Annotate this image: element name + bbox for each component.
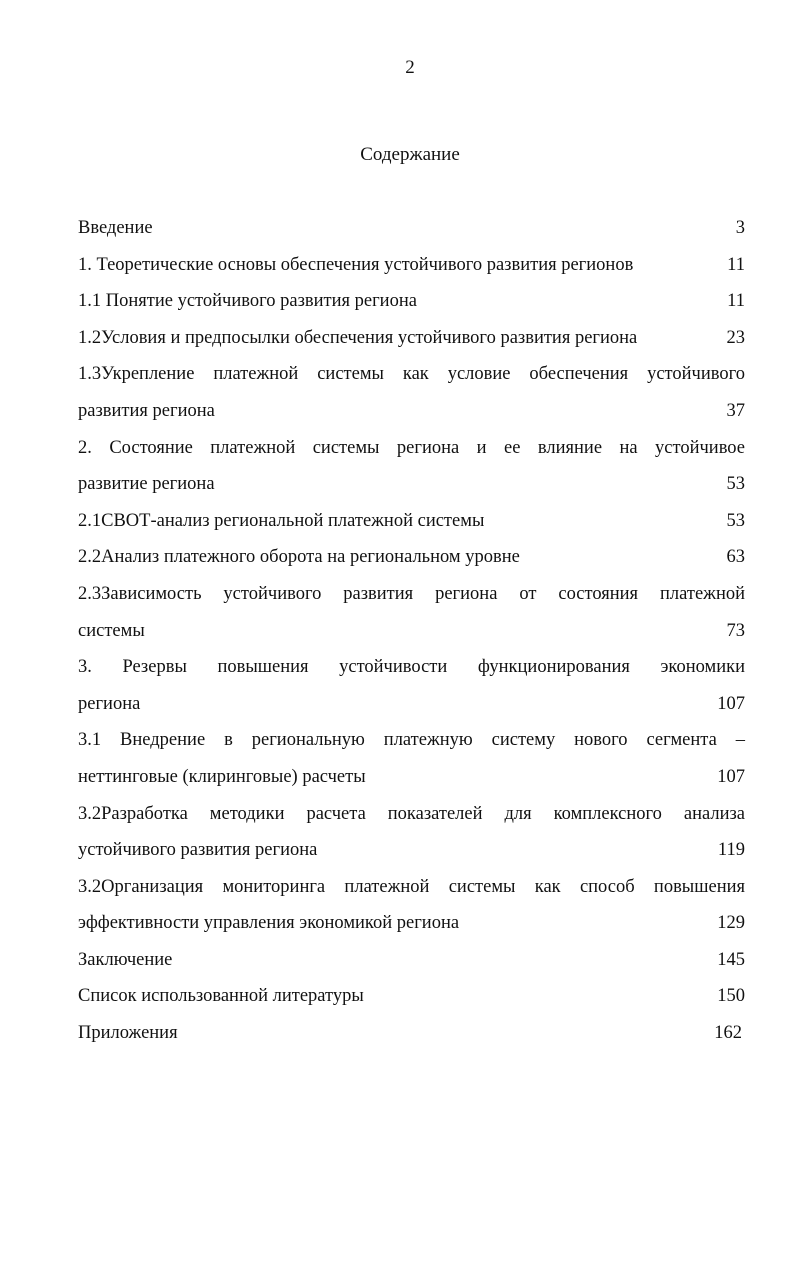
toc-entry-text: устойчивого развития региона [78,840,318,861]
toc-entry-line [78,430,745,467]
toc-entry-text: Список использованной литературы [78,986,364,1007]
toc-entry-text: Заключение [78,949,173,970]
toc-entry-line [78,649,745,686]
toc-entry-line [78,978,745,1015]
toc-entry-page: 63 [726,547,745,568]
toc-entry-line [78,832,745,869]
toc-entry-page: 107 [717,766,745,787]
toc-entry-line [78,722,745,759]
toc-entry-page: 11 [727,254,745,275]
toc-entry-text: 1.1 Понятие устойчивого развития региона [78,291,417,312]
toc-entry-page: 119 [717,840,745,861]
toc-entry-text: 1. Теоретические основы обеспечения устойчивого развития регионов [78,254,634,275]
toc-entry-text: 3.1 Внедрение в региональную платежную систему нового сегмента – [78,730,745,751]
toc-entry-text: 2. Состояние платежной системы региона и ее влияние на устойчивое [78,437,745,458]
page-number: 2 [405,57,415,78]
toc-entry-line [78,210,745,247]
toc-title: Содержание [360,144,460,165]
toc-entry-text: 2.1СВОТ-анализ региональной платежной системы [78,510,485,531]
toc-entry-text: системы [78,620,145,641]
toc-entry-page: 37 [726,400,745,421]
toc-entry-line [78,869,745,906]
table-of-contents [78,210,745,1052]
toc-entry-text: 2.2Анализ платежного оборота на региональном уровне [78,547,520,568]
toc-entry-line [78,686,745,723]
toc-entry-page: 162 [714,1023,742,1044]
toc-entry-line [78,613,745,650]
toc-entry-page: 3 [735,218,745,238]
toc-entry-line [78,942,745,979]
toc-entry-text: неттинговые (клиринговые) расчеты [78,766,366,787]
toc-entry-text: 1.3Укрепление платежной системы как условие обеспечения устойчивого [78,364,745,385]
toc-entry-page: 145 [717,949,745,970]
toc-entry-page: 23 [726,327,745,348]
toc-entry-line [78,576,745,613]
toc-entry-text: 3. Резервы повышения устойчивости функционирования экономики [78,657,745,678]
toc-entry-text: 3.2Организация мониторинга платежной системы как способ повышения [78,876,745,897]
toc-entry-text: развития региона [78,400,215,421]
toc-entry-text: эффективности управления экономикой региона [78,913,460,934]
toc-entry-page: 73 [726,620,745,641]
toc-entry-line [78,466,745,503]
toc-entry-page: 150 [717,986,745,1007]
toc-entry-text: 2.3Зависимость устойчивого развития региона от состояния платежной [78,583,745,604]
toc-entry-page: 53 [726,510,745,531]
toc-entry-line [78,356,745,393]
toc-entry-line [78,539,745,576]
toc-entry-line [78,247,745,284]
toc-entry-text: региона [78,693,141,714]
toc-entry-text: 3.2Разработка методики расчета показателей для комплексного анализа [78,803,745,824]
toc-entry-text: развитие региона [78,474,215,495]
toc-entry-line [78,759,745,796]
toc-entry-line [78,393,745,430]
toc-entry-line [78,796,745,833]
toc-entry-line [78,320,745,357]
toc-entry-line [78,1015,745,1052]
toc-entry-page: 107 [717,693,745,714]
toc-entry-page: 53 [726,474,745,495]
toc-entry-page: 11 [727,291,745,312]
toc-entry-line [78,503,745,540]
toc-entry-text: Приложения [78,1023,178,1044]
toc-entry-text: 1.2Условия и предпосылки обеспечения устойчивого развития региона [78,327,638,348]
toc-entry-text: Введение [78,218,153,238]
toc-entry-page: 129 [717,913,745,934]
toc-entry-line [78,283,745,320]
toc-entry-line [78,905,745,942]
